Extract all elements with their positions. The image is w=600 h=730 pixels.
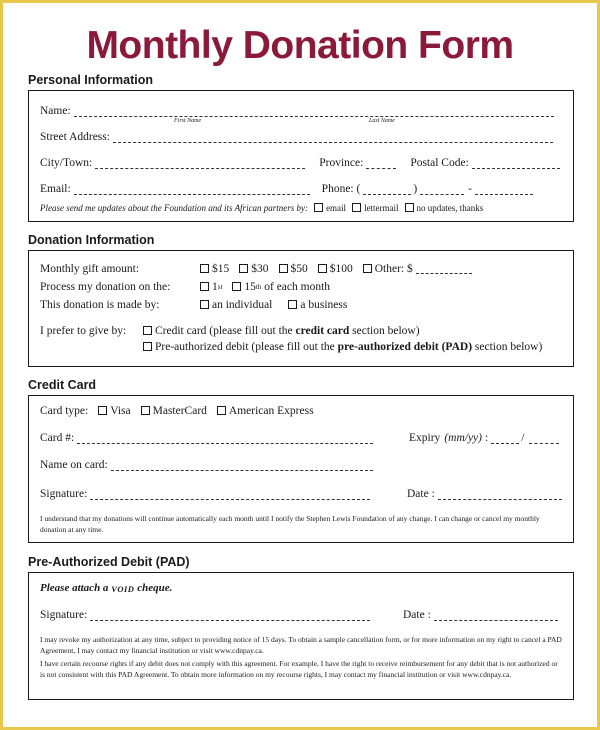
updates-none-option[interactable]	[405, 203, 484, 213]
phone-prefix-field[interactable]	[420, 185, 464, 195]
card-mastercard-option[interactable]	[141, 405, 207, 417]
checkbox-icon[interactable]	[200, 264, 209, 273]
checkbox-icon[interactable]	[363, 264, 372, 273]
phone-number-field[interactable]	[475, 185, 533, 195]
checkbox-icon[interactable]	[232, 282, 241, 291]
pad-notice-recourse: I have certain recourse rights if any debit does not comply with this agreement. For example, I have the right to receive reimbursement for any debit that is not authorized or is not consistent with this PAD Agreement. To obtain more information on my recourse rights, I may contact my financial institution or visit www.cdnpay.ca.	[40, 659, 558, 679]
process-15-label: 15	[244, 281, 256, 293]
checkbox-icon[interactable]	[143, 342, 152, 351]
checkbox-icon[interactable]	[318, 264, 327, 273]
pad-attach-note	[40, 582, 172, 594]
card-visa-label: Visa	[110, 405, 131, 417]
prefer-pad-bold: pre-authorized debit (PAD)	[337, 341, 473, 353]
process-1st-option[interactable]	[200, 281, 222, 293]
prefer-pad-option[interactable]	[143, 341, 542, 353]
cc-date-label: Date :	[407, 488, 435, 500]
process-15th-option[interactable]	[232, 281, 330, 293]
pad-notice-revoke: I may revoke my authorization at any time, subject to providing notice of 15 days. To obtain a sample cancellation form, or for more information on my right to cancel a PAD Agreement, I may contact my financial institution or visit www.cdnpay.ca.	[40, 635, 562, 655]
email-label: Email:	[40, 183, 71, 195]
gift-other-option[interactable]	[363, 263, 472, 275]
prefer-credit-bold: credit card	[295, 325, 350, 337]
phone-label: Phone: (	[321, 183, 361, 195]
checkbox-icon[interactable]	[200, 300, 209, 309]
prefer-pad-text: Pre-authorized debit (please fill out the	[155, 341, 338, 353]
expiry-year-field[interactable]	[529, 434, 559, 444]
card-amex-label: American Express	[228, 405, 314, 417]
updates-lettermail-label: lettermail	[364, 203, 399, 213]
pad-signature-field[interactable]	[90, 611, 370, 621]
updates-none-label: no updates, thanks	[416, 203, 484, 213]
email-field[interactable]	[74, 185, 310, 195]
gift-15-option[interactable]	[200, 263, 229, 275]
province-field[interactable]	[366, 159, 396, 169]
pad-signature-label: Signature:	[40, 609, 88, 621]
prefer-pad-tail: section below)	[472, 341, 543, 353]
prefer-credit-tail: section below)	[349, 325, 420, 337]
donation-info-heading: Donation Information	[28, 233, 155, 247]
process-label: Process my donation on the:	[40, 281, 171, 293]
pad-date-field[interactable]	[434, 611, 558, 621]
street-field[interactable]	[113, 133, 553, 143]
credit-card-heading: Credit Card	[28, 378, 97, 392]
gift-100-option[interactable]	[318, 263, 353, 275]
name-label: Name:	[40, 105, 71, 117]
prefer-label: I prefer to give by:	[40, 325, 127, 337]
updates-lettermail-option[interactable]	[352, 203, 398, 213]
card-amex-option[interactable]	[217, 405, 314, 417]
made-by-individual-option[interactable]	[200, 299, 272, 311]
checkbox-icon[interactable]	[141, 406, 150, 415]
checkbox-icon[interactable]	[200, 282, 209, 291]
cc-signature-field[interactable]	[90, 490, 370, 500]
gift-15-label: $15	[212, 263, 230, 275]
street-label: Street Address:	[40, 131, 110, 143]
pad-attach-void: VOID	[111, 584, 135, 594]
checkbox-icon[interactable]	[405, 203, 414, 212]
name-on-card-field[interactable]	[111, 461, 373, 471]
expiry-format: (mm/yy)	[444, 432, 482, 444]
checkbox-icon[interactable]	[279, 264, 288, 273]
process-15-tail: of each month	[261, 281, 331, 293]
gift-50-option[interactable]	[279, 263, 308, 275]
process-1-label: 1	[212, 281, 218, 293]
city-field[interactable]	[95, 159, 305, 169]
card-mastercard-label: MasterCard	[152, 405, 207, 417]
pad-attach-tail: cheque.	[134, 582, 173, 594]
made-by-business-option[interactable]	[288, 299, 347, 311]
process-1-suffix: st	[217, 283, 223, 291]
gift-50-label: $50	[290, 263, 308, 275]
gift-30-option[interactable]	[239, 263, 268, 275]
checkbox-icon[interactable]	[352, 203, 361, 212]
updates-email-option[interactable]	[314, 203, 346, 213]
credit-card-box	[28, 395, 574, 543]
expiry-colon: :	[485, 432, 489, 444]
pad-heading: Pre-Authorized Debit (PAD)	[28, 555, 190, 569]
cc-date-field[interactable]	[438, 490, 562, 500]
card-number-field[interactable]	[77, 434, 373, 444]
gift-amount-label: Monthly gift amount:	[40, 263, 140, 275]
expiry-label: Expiry	[409, 432, 441, 444]
checkbox-icon[interactable]	[217, 406, 226, 415]
cc-signature-label: Signature:	[40, 488, 88, 500]
province-label: Province:	[319, 157, 364, 169]
checkbox-icon[interactable]	[98, 406, 107, 415]
postal-field[interactable]	[472, 159, 560, 169]
last-name-caption: Last Name	[369, 118, 395, 124]
name-field[interactable]	[74, 107, 554, 117]
donation-info-box	[28, 250, 574, 367]
phone-area-field[interactable]	[363, 185, 411, 195]
expiry-slash: /	[521, 432, 525, 444]
updates-text: Please send me updates about the Foundation and its African partners by:	[40, 203, 309, 213]
card-number-label: Card #:	[40, 432, 75, 444]
checkbox-icon[interactable]	[288, 300, 297, 309]
gift-100-label: $100	[329, 263, 353, 275]
postal-label: Postal Code:	[410, 157, 469, 169]
prefer-credit-option[interactable]	[143, 325, 420, 337]
phone-dash: -	[468, 183, 473, 195]
first-name-caption: First Name	[174, 118, 202, 124]
personal-info-heading: Personal Information	[28, 73, 154, 87]
gift-other-field[interactable]	[416, 264, 472, 274]
pad-date-label: Date :	[403, 609, 431, 621]
pad-attach-text: Please attach a	[40, 582, 112, 594]
gift-other-label: Other: $	[374, 263, 413, 275]
made-by-individual-label: an individual	[212, 299, 273, 311]
phone-close-paren: )	[413, 183, 418, 195]
pad-box	[28, 572, 574, 700]
expiry-month-field[interactable]	[491, 434, 519, 444]
cc-notice: I understand that my donations will continue automatically each month until I notify the Stephen Lewis Foundation of any change. I can change or cancel my monthly donation at any time.	[40, 514, 540, 534]
checkbox-icon[interactable]	[239, 264, 248, 273]
name-on-card-label: Name on card:	[40, 459, 108, 471]
card-type-label: Card type:	[40, 405, 89, 417]
checkbox-icon[interactable]	[314, 203, 323, 212]
updates-email-label: email	[326, 203, 347, 213]
form-title: Monthly Donation Form	[86, 24, 514, 67]
personal-info-box	[28, 90, 574, 222]
made-by-label: This donation is made by:	[40, 299, 160, 311]
checkbox-icon[interactable]	[143, 326, 152, 335]
prefer-credit-text: Credit card (please fill out the	[155, 325, 296, 337]
card-visa-option[interactable]	[98, 405, 130, 417]
process-15-suffix: th	[255, 283, 262, 291]
city-label: City/Town:	[40, 157, 93, 169]
made-by-business-label: a business	[300, 299, 348, 311]
gift-30-label: $30	[251, 263, 269, 275]
